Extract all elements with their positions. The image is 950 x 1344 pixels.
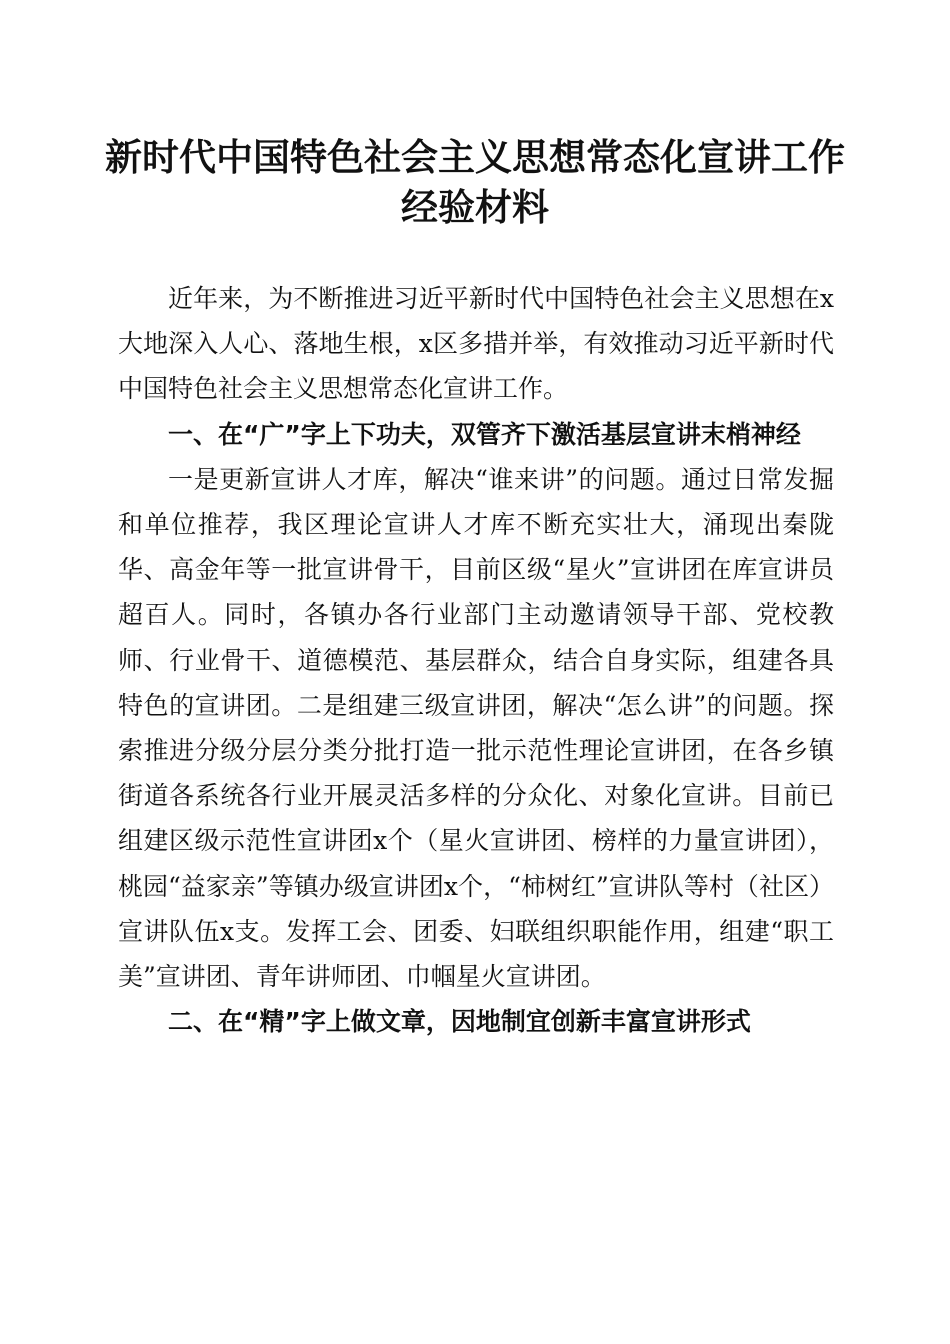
section-heading-2: 二、在“精”字上做文章，因地制宜创新丰富宣讲形式	[168, 1007, 751, 1037]
document-body	[118, 276, 834, 1044]
title-line-2: 经验材料	[401, 185, 549, 229]
section-heading-1: 一、在“广”字上下功夫，双管齐下激活基层宣讲末梢神经	[168, 419, 801, 449]
document-title	[100, 132, 850, 232]
section-1-paragraph: 一是更新宣讲人才库，解决“谁来讲”的问题。通过日常发掘和单位推荐，我区理论宣讲人才库不断充实壮大，涌现出秦陇华、高金年等一批宣讲骨干，目前区级“星火”宣讲团在库宣讲员超百人。同时，各镇办各行业部门主动邀请领导干部、党校教师、行业骨干、道德模范、基层群众，结合自身实际，组建各具特色的宣讲团。二是组建三级宣讲团，解决“怎么讲”的问题。探索推进分级分层分类分批打造一批示范性理论宣讲团，在各乡镇街道各系统各行业开展灵活多样的分众化、对象化宣讲。目前已组建区级示范性宣讲团x个（星火宣讲团、榜样的力量宣讲团），桃园“益家亲”等镇办级宣讲团x个，“柿树红”宣讲队等村（社区）宣讲队伍x支。发挥工会、团委、妇联组织职能作用，组建“职工美”宣讲团、青年讲师团、巾帼星火宣讲团。	[118, 464, 834, 992]
title-line-1: 新时代中国特色社会主义思想常态化宣讲工作	[105, 135, 845, 179]
intro-paragraph: 近年来，为不断推进习近平新时代中国特色社会主义思想在x大地深入人心、落地生根，x区多措并举，有效推动习近平新时代中国特色社会主义思想常态化宣讲工作。	[118, 284, 834, 404]
